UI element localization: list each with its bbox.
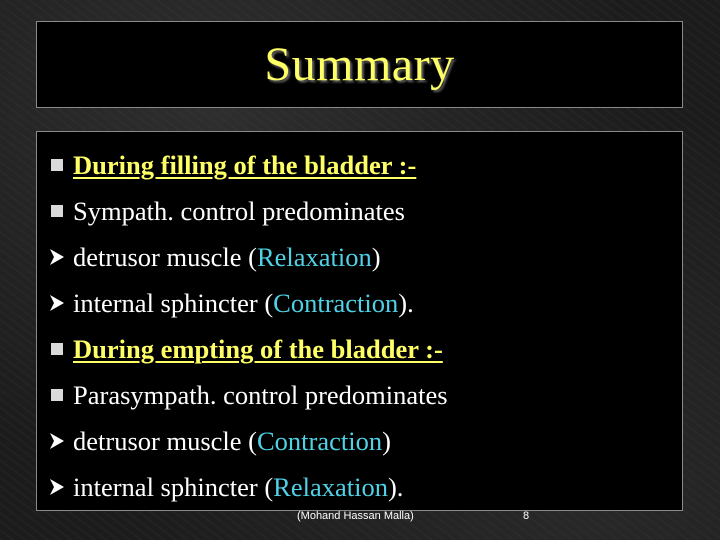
arrow-bullet-icon [47, 247, 67, 267]
arrow-bullet-icon [47, 477, 67, 497]
square-bullet-icon [51, 343, 63, 355]
square-bullet-icon [51, 159, 63, 171]
parasympath-control-text: Parasympath. control predominates [73, 379, 448, 410]
detrusor-contraction-text: detrusor muscle (Contraction) [73, 425, 391, 456]
slide-title: Summary [264, 38, 455, 91]
bullet-heading-empting [47, 326, 448, 372]
slide-content-box [36, 131, 683, 511]
contraction-highlight: Contraction [256, 425, 383, 456]
heading-filling-text: During filling of the bladder :- [73, 149, 417, 180]
square-bullet-icon [51, 389, 63, 401]
arrow-sphincter-contraction [47, 280, 448, 326]
relaxation-highlight: Relaxation [256, 241, 372, 272]
sphincter-contraction-text: internal sphincter (Contraction). [73, 287, 414, 318]
slide-title-box [36, 21, 683, 108]
bullet-parasympath-control [47, 372, 448, 418]
contraction-highlight: Contraction [273, 287, 399, 318]
relaxation-highlight: Relaxation [273, 471, 388, 502]
square-bullet-icon [51, 205, 63, 217]
arrow-bullet-icon [47, 431, 67, 451]
heading-empting-text: During empting of the bladder :- [73, 333, 443, 364]
arrow-detrusor-relaxation [47, 234, 448, 280]
bullet-sympath-control [47, 188, 448, 234]
footer-page-number: 8 [523, 510, 530, 522]
bullet-heading-filling [47, 142, 448, 188]
detrusor-relaxation-text: detrusor muscle (Relaxation) [73, 241, 381, 272]
footer-author: (Mohand Hassan Malla) [297, 510, 414, 522]
arrow-sphincter-relaxation [47, 464, 448, 510]
sphincter-relaxation-text: internal sphincter (Relaxation). [73, 471, 404, 502]
sympath-control-text: Sympath. control predominates [73, 195, 405, 226]
arrow-detrusor-contraction [47, 418, 448, 464]
bullet-list [47, 142, 448, 510]
arrow-bullet-icon [47, 293, 67, 313]
